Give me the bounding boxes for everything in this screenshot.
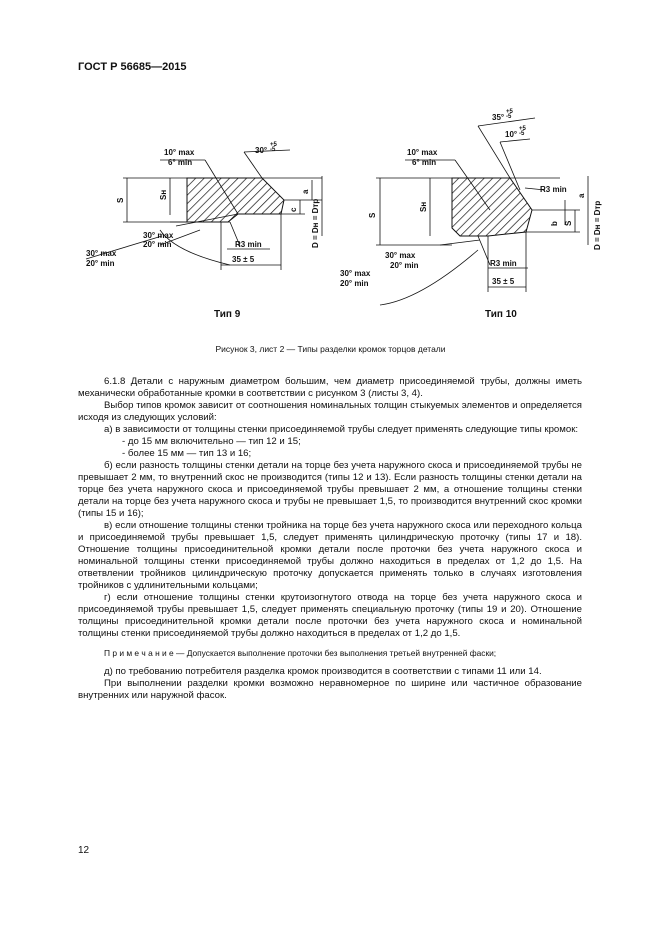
type10-sn-label: Sн	[419, 201, 428, 212]
type10-inner-min: 20° min	[390, 261, 419, 270]
type10-drawing	[376, 118, 588, 305]
type10-inner-bevel: 10°	[505, 130, 518, 139]
type9-outer-min: 20° min	[86, 259, 115, 268]
figure-edge-types	[0, 0, 661, 340]
paragraph: в) если отношение толщины стенки тройника на торце без учета наружного скоса или переходного кольца и присоединяемой трубы превышает 1,5, следует применять цилиндрическую проточку (типы 17 и 18). Отношение толщины присоединительной кромки детали после проточки без учета наружного скоса и номинальной толщины стенки присоединяемой трубы должно находиться в пределах от 1,2 до 1,5. На ответвлении тройников цилиндрическую проточку допускается применять только в случаях изготовления тройников с удлинительными кольцами;	[78, 520, 582, 591]
type9-angle-min: 6° min	[168, 158, 193, 167]
type10-wall-section	[452, 178, 532, 236]
type9-sn-label: Sн	[159, 189, 168, 200]
note: П р и м е ч а н и е — Допускается выполнение проточки без выполнения третьей внутренней фаски;	[104, 648, 497, 658]
body-text	[78, 376, 582, 702]
type10-outer-bevel-tol: -5	[506, 114, 512, 120]
type9-outer-max: 30° max	[86, 249, 117, 258]
type10-outer-max: 30° max	[340, 269, 371, 278]
type9-c-label: c	[289, 207, 298, 212]
type9-bevel-tol2: +5	[270, 142, 277, 148]
figure-caption: Рисунок 3, лист 2 — Типы разделки кромок торцов детали	[215, 344, 446, 354]
type10-angle-max: 10° max	[407, 148, 438, 157]
type10-radius: R3 min	[490, 259, 517, 268]
type9-bevel: 30°	[255, 146, 268, 155]
type9-inner-max: 30° max	[143, 231, 174, 240]
type10-inner-bevel-tol: -5	[519, 131, 525, 137]
technical-drawing	[0, 0, 661, 340]
document-header: ГОСТ Р 56685—2015	[78, 61, 187, 73]
type9-bevel-tol: -5	[270, 147, 276, 153]
page-number: 12	[78, 845, 90, 856]
list-item: - более 15 мм — тип 13 и 16;	[122, 448, 252, 459]
type9-diam-label: D = Dн = Dтр	[311, 198, 320, 248]
type10-radius-top: R3 min	[540, 185, 567, 194]
type9-s-label: S	[116, 197, 125, 203]
type10-s-label: S	[368, 212, 377, 218]
type10-angle-min: 6° min	[412, 158, 437, 167]
type9-angle-max: 10° max	[164, 148, 195, 157]
paragraph: б) если разность толщины стенки детали на торце без учета наружного скоса и присоединяемой трубы не превышает 2 мм, то внутренний скос не производится (типы 12 и 13). Если разность толщины стенки детали на торце без учета наружного скоса и присоединяемой трубы превышает 2 мм, а отношение толщины стенки детали на торце без учета наружного скоса и трубы не превышает 1,5, то производится внутренний скос кромки (типы 15 и 16);	[78, 460, 582, 519]
paragraph: 6.1.8 Детали с наружным диаметром большим, чем диаметр присоединяемой трубы, должны иметь механически обработанные кромки в соответствии с рисунком 3 (листы 3, 4).	[78, 376, 582, 399]
paragraph: г) если отношение толщины стенки крутоизогнутого отвода на торце без учета наружного скоса и присоединяемой трубы превышает 1,5, следует применять специальную проточку (типы 19 и 20). Отношение толщины присоединительной кромки детали после проточки без учета наружного скоса и номинальной толщины стенки присоединяемой трубы должно находиться в пределах от 1,2 до 1,5.	[78, 592, 582, 639]
type9-drawing	[86, 150, 322, 270]
list-item: - до 15 мм включительно — тип 12 и 15;	[122, 436, 301, 447]
type10-diam-label: D = Dн = Dтр	[593, 200, 602, 250]
type10-caption: Тип 10	[485, 309, 517, 320]
type10-length: 35 ± 5	[492, 277, 515, 286]
paragraph: а) в зависимости от толщины стенки присоединяемой трубы следует применять следующие типы кромок:	[104, 424, 579, 435]
type9-a-label: a	[301, 189, 310, 194]
type10-outer-bevel: 35°	[492, 113, 505, 122]
type9-length: 35 ± 5	[232, 255, 255, 264]
type9-inner-min: 20° min	[143, 240, 172, 249]
type10-inner-bevel-tol2: +5	[519, 126, 526, 132]
type10-a-label: a	[577, 193, 586, 198]
paragraph: При выполнении разделки кромки возможно неравномерное по ширине или частичное образование внутренних или наружной фасок.	[78, 678, 582, 701]
type9-caption: Тип 9	[214, 309, 241, 320]
type10-b-label: b	[550, 221, 559, 226]
type10-outer-min: 20° min	[340, 279, 369, 288]
type10-outer-bevel-tol2: +5	[506, 109, 513, 115]
type10-s-small-label: S	[564, 220, 573, 226]
type9-wall-section	[187, 178, 284, 222]
paragraph: д) по требованию потребителя разделка кромок производится в соответствии с типами 11 или 14.	[104, 666, 542, 677]
paragraph: Выбор типов кромок зависит от соотношения номинальных толщин стыкуемых элементов и определяется исходя из следующих условий:	[78, 400, 582, 423]
type10-inner-max: 30° max	[385, 251, 416, 260]
type9-radius: R3 min	[235, 240, 262, 249]
